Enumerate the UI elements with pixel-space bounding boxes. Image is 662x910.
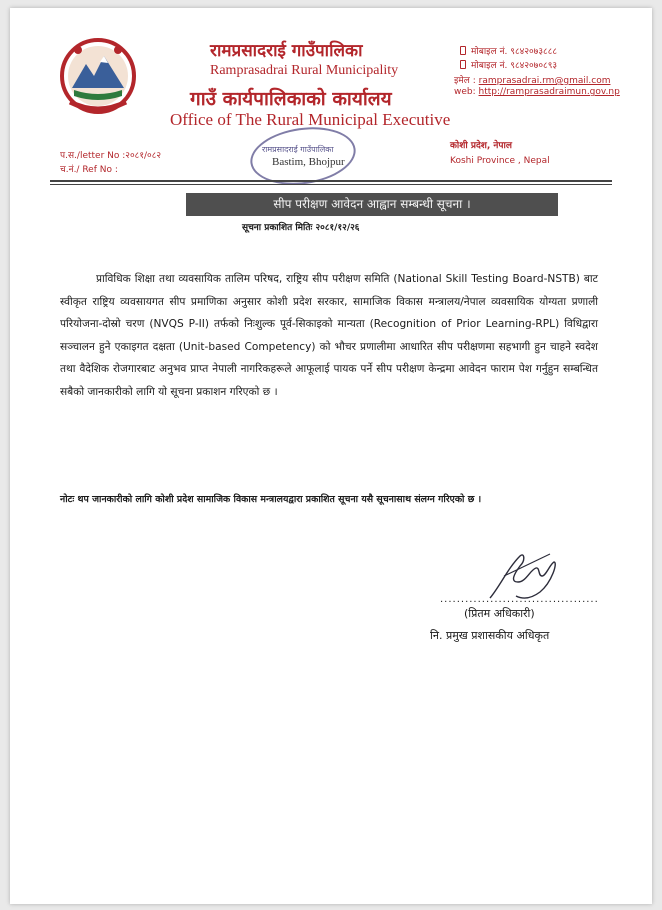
contact-mobile-1: मोबाइल नं. ९८४२०७३८८८ xyxy=(460,44,557,57)
reference-number: च.नं./ Ref No : xyxy=(60,165,118,175)
municipality-name-np: रामप्रसादराई गाउँपालिका xyxy=(210,41,363,61)
office-name-np: गाउँ कार्यपालिकाको कार्यालय xyxy=(190,88,392,110)
published-date: सूचना प्रकाशित मितिः २०८१/१२/२६ xyxy=(242,223,360,233)
email-link[interactable]: ramprasadrai.rm@gmail.com xyxy=(478,76,611,86)
header-divider-thin xyxy=(50,184,612,185)
signature-line: ...................................... xyxy=(440,594,599,605)
contact-web: web: http://ramprasadraimun.gov.np xyxy=(454,87,620,97)
province-np: कोशी प्रदेश, नेपाल xyxy=(450,141,512,151)
notice-document xyxy=(10,8,652,904)
letter-number: प.स./letter No :२०८१/०८२ xyxy=(60,151,162,161)
municipality-name-en: Ramprasadrai Rural Municipality xyxy=(210,63,399,78)
notice-body: प्राविधिक शिक्षा तथा व्यवसायिक तालिम परिषद, राष्ट्रिय सीप परीक्षण समिति (National Skill Testing Board-NSTB) बाट स्वीकृत राष्ट्रिय व्यवसायगत सीप प्रमाणिका अनुसार कोशी प्रदेश सरकार, सामाजिक विकास मन्त्रालय/नेपाल व्यवसायिक योग्यता प्रणाली परियोजना-दोस्रो चरण (NVQS P-II) तर्फको निःशुल्क पूर्व-सिकाइको मान्यता (Recognition of Prior Learning-RPL) विधिद्वारा सञ्चालन हुने एकाइगत दक्षता (Unit-based Competency) को भौचर प्रणालीमा आधारित सीप परीक्षणमा सहभागी हुन चाहने स्वदेश तथा वैदेशिक रोजगारबाट अनुभव प्राप्त नेपाली नागरिकहरूले आफूलाई पायक पर्ने सीप परीक्षण केन्द्रमा आवेदन फाराम पेश गर्नुहुन सम्बन्धित सबैको जानकारीको लागि यो सूचना प्रकाशन गरिएको छ । xyxy=(60,273,598,398)
signatory-title: नि. प्रमुख प्रशासकीय अधिकृत xyxy=(430,629,550,642)
nepal-emblem-logo xyxy=(56,36,140,118)
office-place: Bastim, Bhojpur xyxy=(272,156,345,168)
contact-mobile-2: मोबाइल नं. ९८४२०७०८९३ xyxy=(460,58,557,71)
website-link[interactable]: http://ramprasadraimun.gov.np xyxy=(478,87,620,97)
notice-note: नोटः थप जानकारीको लागि कोशी प्रदेश सामाजिक विकास मन्त्रालयद्वारा प्रकाशित सूचना यसै सूचनासाथ संलग्न गरिएको छ । xyxy=(60,494,482,505)
contact-email: इमेल : ramprasadrai.rm@gmail.com xyxy=(454,76,611,86)
notice-title: सीप परीक्षण आवेदन आह्वान सम्बन्धी सूचना । xyxy=(186,193,558,216)
signatory-name: (प्रितम अधिकारी) xyxy=(464,607,535,620)
province-en: Koshi Province , Nepal xyxy=(450,156,550,166)
stamp-text: रामप्रसादराई गाउँपालिका xyxy=(262,145,334,154)
phone-icon xyxy=(460,46,466,55)
office-name-en: Office of The Rural Municipal Executive xyxy=(170,110,451,129)
header-divider xyxy=(50,180,612,182)
phone-icon xyxy=(460,60,466,69)
